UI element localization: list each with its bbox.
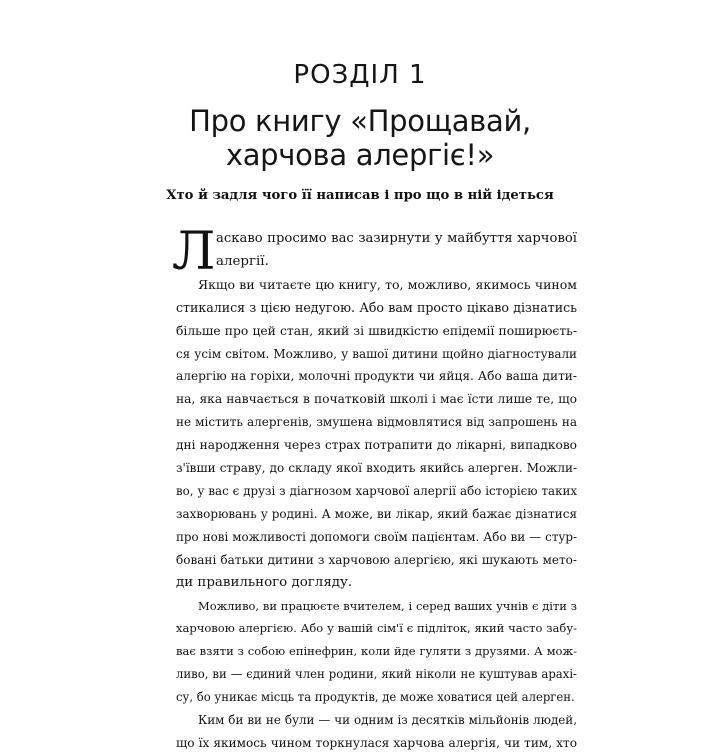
text-line: ся усім світом. Можливо, у вашої дитини щойно діагностували bbox=[176, 346, 577, 361]
text-line: ди правильного догляду. bbox=[176, 574, 353, 590]
text-line: Можливо, ви працюєте вчителем, і серед ваших учнів є діти з bbox=[198, 598, 577, 613]
chapter-title-line-2: харчова алергіє!» bbox=[225, 138, 495, 172]
text-line: алергії. bbox=[216, 253, 269, 269]
text-line: не містить алергенів, змушена відмовлятися від запрошень на bbox=[176, 415, 577, 430]
text-line: про нові можливості допомоги своїм пацієнтам. Або ви — стур- bbox=[176, 529, 577, 544]
text-line: дні народження через страх потрапити до лікарні, випадково bbox=[176, 438, 577, 453]
text-line: бовані батьки дитини з харчовою алергією, які шукають мето- bbox=[176, 552, 577, 567]
text-line: ває взяти з собою епінефрин, коли йде гуляти з друзями. А мож- bbox=[176, 644, 577, 659]
text-line: на, яка навчається в початковій школі і має їсти лише те, що bbox=[176, 392, 577, 407]
text-line: Ким би ви не були — чи одним із десятків мільйонів людей, bbox=[198, 713, 577, 728]
text-line: з'ївши страву, до складу якої входить якийсь алерген. Можли- bbox=[176, 461, 577, 476]
text-line: ливо, ви — єдиний член родини, який ніколи не куштував арахі- bbox=[176, 667, 577, 682]
text-line: що їх якимось чином торкнулася харчова алергія, чи тим, хто bbox=[176, 735, 577, 750]
chapter-title-line-1: Про книгу «Прощавай, bbox=[189, 104, 531, 138]
text-line: Якщо ви читаєте цю книгу, то, можливо, якимось чином bbox=[198, 276, 577, 292]
chapter-subtitle: Хто й задля чого її написав і про що в ній ідеться bbox=[166, 188, 554, 203]
text-line: харчовою алергією. Або у вашій сім'ї є підліток, який часто забу- bbox=[176, 621, 577, 636]
text-line: су, бо уникає місць та продуктів, де може ховатися цей алерген. bbox=[176, 690, 575, 705]
text-line: во, у вас є друзі з діагнозом харчової алергії або історією таких bbox=[176, 483, 577, 498]
chapter-label: РОЗДІЛ 1 bbox=[293, 60, 427, 90]
body-text bbox=[172, 222, 577, 755]
drop-cap: Л bbox=[172, 222, 216, 282]
text-line: стикалися з цією недугою. Або вам просто цікаво дізнатись bbox=[176, 299, 577, 315]
text-line: більше про цей стан, який зі швидкістю епідемії поширюєть- bbox=[176, 323, 577, 338]
text-line: захворювань у родині. А може, ви лікар, який бажає дізнатися bbox=[176, 506, 577, 521]
text-line: алергію на горіхи, молочні продукти чи яйця. Або ваша дити- bbox=[176, 369, 577, 384]
chapter-title bbox=[0, 104, 720, 172]
text-line: аскаво просимо вас зазирнути у майбуття харчової bbox=[216, 231, 577, 246]
